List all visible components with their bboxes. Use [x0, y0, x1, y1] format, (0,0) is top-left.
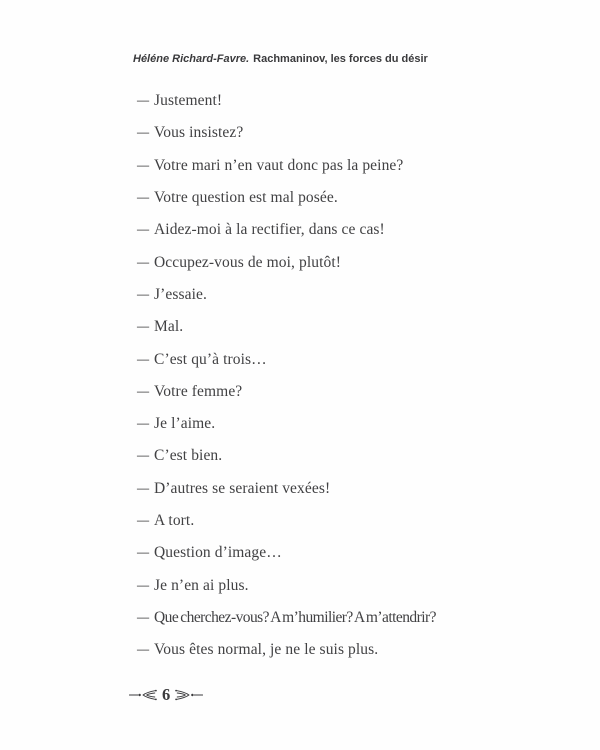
dialogue-line	[137, 117, 436, 149]
dialogue-text: C’est qu’à trois…	[154, 350, 267, 368]
em-dash: —	[137, 447, 150, 465]
dialogue-line	[137, 376, 436, 408]
page-number: 6	[162, 685, 171, 704]
dialogue-text: Vous insistez?	[154, 124, 244, 142]
dialogue-text: D’autres se seraient vexées!	[154, 479, 331, 497]
em-dash: —	[137, 576, 150, 594]
dialogue-line	[137, 182, 436, 214]
em-dash: —	[137, 318, 150, 336]
dialogue-text: Votre femme?	[154, 382, 243, 400]
dialogue-line	[137, 537, 436, 569]
em-dash: —	[137, 156, 150, 174]
em-dash: —	[137, 92, 150, 110]
dialogue-text: Que cherchez-vous? A m’humilier? A m’attendrir?	[154, 608, 436, 626]
dialogue-line	[137, 440, 436, 472]
fleuron-left-icon	[129, 687, 158, 703]
header-author: Héléne Richard-Favre.	[133, 53, 250, 65]
dialogue-line	[137, 150, 436, 182]
dialogue-line	[137, 343, 436, 375]
em-dash: —	[137, 415, 150, 433]
em-dash: —	[137, 544, 150, 562]
dialogue-text: Aidez-moi à la rectifier, dans ce cas!	[154, 221, 385, 239]
dialogue-line	[137, 473, 436, 505]
dialogue-text: Votre mari n’en vaut donc pas la peine?	[154, 156, 404, 174]
dialogue-text: C’est bien.	[154, 447, 223, 465]
dialogue-text: Question d’image…	[154, 544, 282, 562]
em-dash: —	[137, 512, 150, 529]
em-dash: —	[137, 382, 150, 400]
em-dash: —	[137, 253, 150, 271]
dialogue-line	[137, 85, 436, 117]
dialogue-text: Je n’en ai plus.	[154, 576, 249, 594]
em-dash: —	[137, 641, 150, 659]
page-footer	[129, 687, 203, 703]
em-dash: —	[137, 124, 150, 142]
dialogue-text: Vous êtes normal, je ne le suis plus.	[154, 641, 379, 659]
em-dash: —	[137, 350, 150, 368]
dialogue-line	[137, 279, 436, 311]
dialogue-text: J’essaie.	[154, 285, 207, 303]
dialogue-list	[137, 85, 436, 666]
fleuron-right-icon	[174, 687, 203, 703]
dialogue-text: Votre question est mal posée.	[154, 189, 338, 207]
dialogue-line	[137, 569, 436, 601]
dialogue-line	[137, 311, 436, 343]
dialogue-line	[137, 602, 436, 634]
dialogue-text: Justement!	[154, 92, 223, 110]
dialogue-line	[137, 214, 436, 246]
dialogue-line	[137, 408, 436, 440]
dialogue-text: Occupez-vous de moi, plutôt!	[154, 253, 342, 271]
em-dash: —	[137, 479, 150, 497]
dialogue-text: Mal.	[154, 318, 184, 336]
em-dash: —	[137, 285, 150, 303]
em-dash: —	[137, 189, 150, 207]
dialogue-line	[137, 505, 436, 537]
dialogue-line	[137, 634, 436, 666]
dialogue-line	[137, 246, 436, 278]
dialogue-text: Je l’aime.	[154, 415, 216, 433]
header-book-title: Rachmaninov, les forces du désir	[253, 53, 428, 65]
em-dash: —	[137, 608, 150, 626]
running-header	[133, 53, 428, 65]
dialogue-text: A tort.	[154, 512, 195, 529]
em-dash: —	[137, 221, 150, 239]
